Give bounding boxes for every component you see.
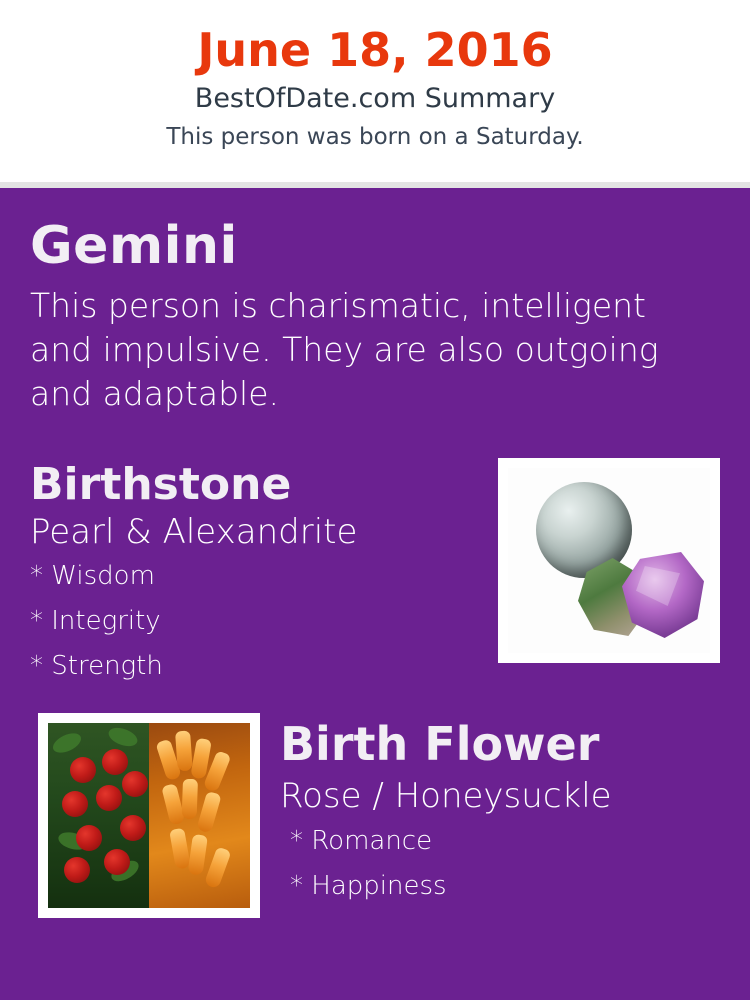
zodiac-sign-title: Gemini <box>30 216 238 276</box>
birthflower-photo <box>38 713 260 918</box>
birthflower-trait: * Happiness <box>290 871 447 901</box>
birthstone-trait: * Strength <box>30 651 163 681</box>
zodiac-description: This person is charismatic, intelligent and impulsive. They are also outgoing and adaptable. <box>30 286 659 413</box>
birthflower-trait: * Romance <box>290 826 433 856</box>
honeysuckle-image <box>149 723 250 908</box>
alexandrite-image <box>578 546 704 646</box>
birthstone-title: Birthstone <box>30 459 292 510</box>
birthstone-photo <box>498 458 720 663</box>
main-panel <box>0 188 750 1000</box>
birthstone-trait: * Wisdom <box>30 561 155 591</box>
header <box>0 0 750 182</box>
page-title: June 18, 2016 <box>197 23 553 77</box>
birthflower-names: Rose / Honeysuckle <box>280 776 612 816</box>
birthflower-section <box>30 713 720 923</box>
birthflower-title: Birth Flower <box>280 717 600 771</box>
birthstone-names: Pearl & Alexandrite <box>30 512 358 552</box>
roses-image <box>48 723 149 908</box>
site-summary-label: BestOfDate.com Summary <box>194 83 556 114</box>
birthstone-section <box>30 458 720 689</box>
birthstone-trait: * Integrity <box>30 606 161 636</box>
born-day-note: This person was born on a Saturday. <box>166 124 584 150</box>
